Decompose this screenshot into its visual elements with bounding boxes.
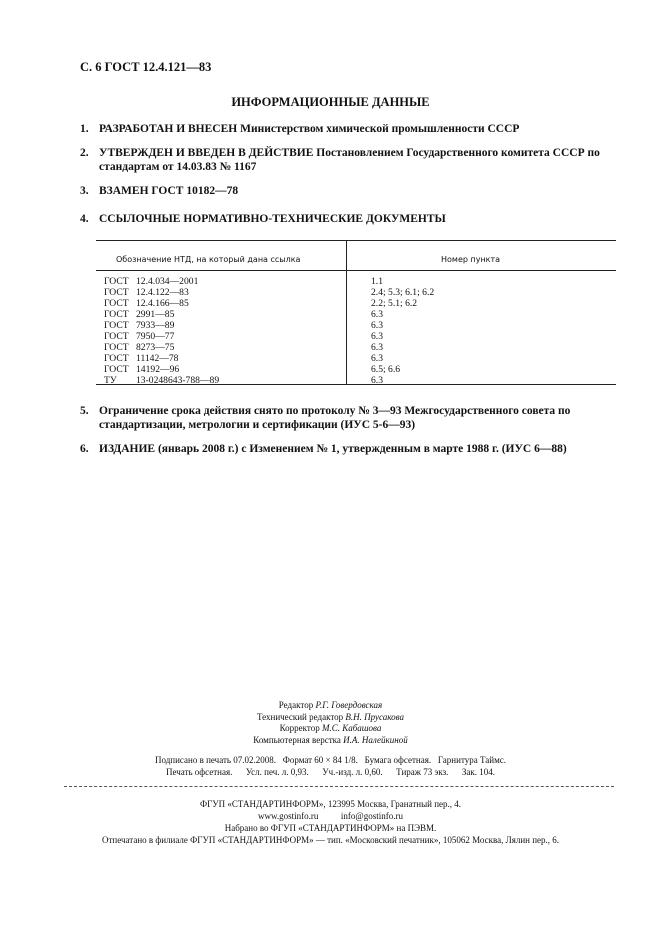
item-lead: УТВЕРЖДЕН И ВВЕДЕН В ДЕЙСТВИЕ (99, 147, 314, 159)
table-top-rule (96, 240, 616, 241)
footer-line: www.gostinfo.ru info@gostinfo.ru (258, 811, 403, 821)
info-item-2 (80, 146, 600, 174)
imprint-footer (0, 798, 661, 846)
info-item-3 (80, 184, 600, 198)
table-header-rule (96, 270, 616, 271)
item-text: Министерством химической промышленности СССР (240, 123, 520, 135)
table-row: ГОСТ 7950—77 (104, 331, 175, 342)
dashed-divider (64, 786, 614, 787)
table-row: ГОСТ 14192—96 (104, 364, 180, 375)
info-item-6 (80, 442, 600, 456)
item-number: 4. (80, 213, 89, 225)
table-row: ГОСТ 2991—85 (104, 309, 175, 320)
item-text: Постановлением Государственного комитета СССР по стандартам от 14.03.83 № 1167 (99, 147, 600, 173)
item-number: 3. (80, 185, 89, 197)
page-header: С. 6 ГОСТ 12.4.121—83 (80, 60, 212, 74)
item-number: 1. (80, 123, 89, 135)
table-row: ГОСТ 12.4.034—2001 (104, 276, 199, 287)
table-cell-points: 6.3 (371, 353, 383, 364)
table-header-ntd: Обозначение НТД, на который дана ссылка (116, 255, 301, 264)
table-cell-points: 2.2; 5.1; 6.2 (371, 298, 418, 309)
footer-line: Набрано во ФГУП «СТАНДАРТИНФОРМ» на ПЭВМ. (224, 823, 437, 833)
item-lead: ИЗДАНИЕ (99, 443, 156, 455)
table-row: ГОСТ 12.4.166—85 (104, 298, 189, 309)
table-column-divider (346, 240, 347, 384)
table-cell-points: 2.4; 5.3; 6.1; 6.2 (371, 287, 435, 298)
table-row: ГОСТ 12.4.122—83 (104, 287, 189, 298)
item-number: 6. (80, 443, 89, 455)
table-row: ТУ 13-0248643-788—89 (104, 375, 220, 386)
table-cell-points: 6.3 (371, 331, 383, 342)
credit-line: Корректор М.С. Кабашова (279, 723, 382, 733)
info-item-5 (80, 404, 600, 432)
table-cell-points: 6.3 (371, 309, 383, 320)
item-lead: ССЫЛОЧНЫЕ НОРМАТИВНО-ТЕХНИЧЕСКИЕ ДОКУМЕНТЫ (99, 213, 446, 225)
table-cell-points: 6.5; 6.6 (371, 364, 401, 375)
credit-line: Технический редактор В.Н. Прусакова (256, 711, 405, 722)
table-points-column (371, 276, 434, 386)
table-row: ГОСТ 11142—78 (104, 353, 179, 364)
item-text: Ограничение срока действия снято по протоколу № 3—93 Межгосударственного совета по стандартизации, метрологии и сертификации (ИУС 5-6—93) (99, 405, 571, 431)
item-number: 5. (80, 405, 89, 417)
table-docs-column (104, 276, 219, 386)
publishing-info (0, 754, 661, 778)
item-lead: ВЗАМЕН ГОСТ 10182—78 (99, 185, 239, 197)
info-item-1 (80, 122, 600, 136)
credit-line: Компьютерная верстка И.А. Налейкиной (253, 734, 408, 745)
footer-line: Отпечатано в филиале ФГУП «СТАНДАРТИНФОРМ» — тип. «Московский печатник», 105062 Москва, Лялин пер., 6. (101, 835, 560, 845)
info-item-4 (80, 212, 600, 226)
table-cell-points: 1.1 (371, 276, 383, 287)
table-header-point: Номер пункта (441, 255, 501, 264)
item-lead: РАЗРАБОТАН И ВНЕСЕН (99, 123, 238, 135)
publishing-line: Печать офсетная. Усл. печ. л. 0,93. Уч.-изд. л. 0,60. Тираж 73 экз. Зак. 104. (165, 767, 496, 777)
table-cell-points: 6.3 (371, 375, 383, 386)
section-title: ИНФОРМАЦИОННЫЕ ДАННЫЕ (231, 95, 430, 109)
item-text: (январь 2008 г.) с Изменением № 1, утвержденным в марте 1988 г. (ИУС 6—88) (157, 443, 567, 455)
table-cell-points: 6.3 (371, 320, 383, 331)
credits-block (0, 700, 661, 746)
item-number: 2. (80, 147, 89, 159)
publishing-line: Подписано в печать 07.02.2008. Формат 60 × 84 1/8. Бумага офсетная. Гарнитура Таймс. (154, 755, 507, 765)
footer-line: ФГУП «СТАНДАРТИНФОРМ», 123995 Москва, Гранатный пер., 4. (199, 799, 462, 809)
credit-line: Редактор Р.Г. Говердовская (278, 700, 383, 710)
table-cell-points: 6.3 (371, 342, 383, 353)
table-row: ГОСТ 8273—75 (104, 342, 175, 353)
table-row: ГОСТ 7933—89 (104, 320, 175, 331)
